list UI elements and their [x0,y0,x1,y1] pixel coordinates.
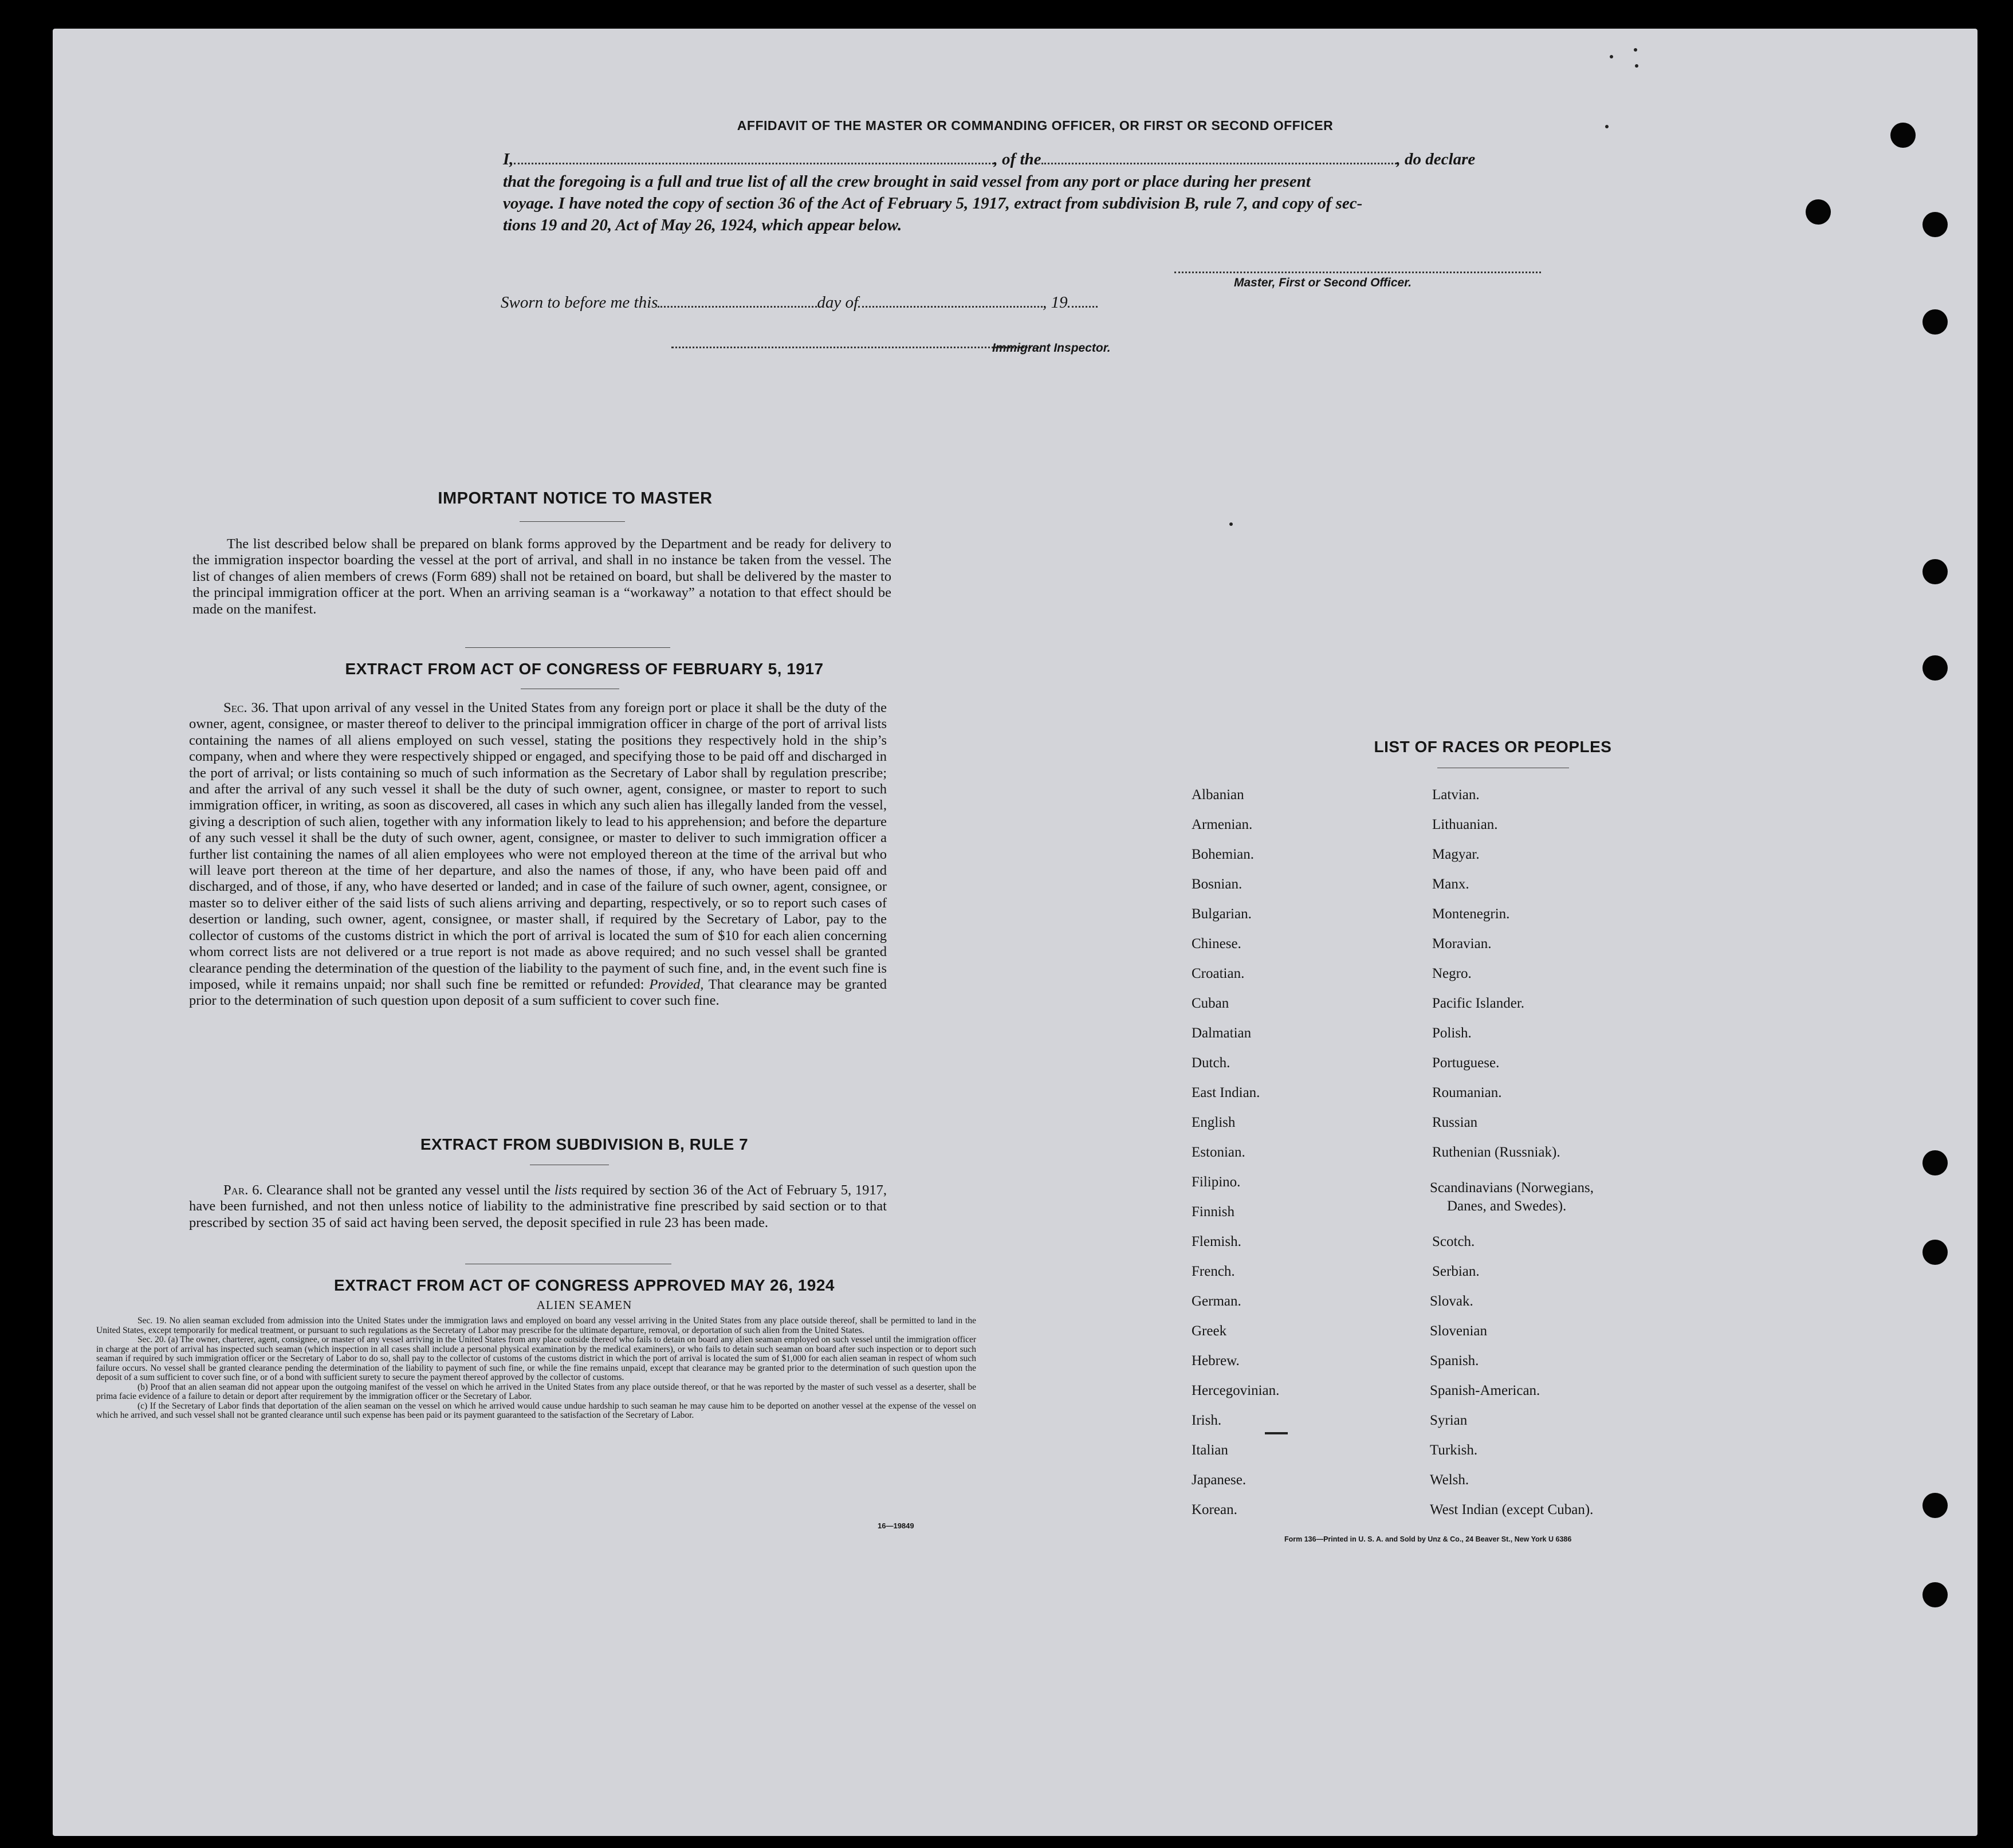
affidavit-title: AFFIDAVIT OF THE MASTER OR COMMANDING OFFICER, OR FIRST OR SECOND OFFICER [737,118,1334,133]
race-left-15: Flemish. [1192,1234,1241,1249]
race-right-8: Polish. [1432,1025,1472,1041]
sworn-day-text: day of [817,293,859,312]
race-right-18: Slovenian [1430,1323,1487,1339]
race-right-13: Scandinavians (Norwegians, [1430,1180,1594,1196]
race-left-22: Italian [1192,1442,1228,1458]
race-left-3: Bosnian. [1192,876,1243,892]
speck [1229,522,1233,526]
race-left-10: East Indian. [1192,1085,1260,1100]
sworn-line [501,293,1098,312]
sec-36-provided: Provided, [649,976,704,992]
race-left-20: Hercegovinian. [1192,1383,1280,1398]
par-6-body: Clearance shall not be granted any vessel until the [266,1182,551,1198]
affidavit-of-the: , of the [993,150,1041,168]
affidavit-line-2: that the foregoing is a full and true list of all the crew brought in said vessel from any port or place during her present [503,172,1311,191]
races-title: LIST OF RACES OR PEOPLES [1374,738,1612,756]
alien-seamen-subtitle: ALIEN SEAMEN [536,1298,632,1312]
notice-text: The list described below shall be prepared on blank forms approved by the Department and be ready for delivery to the immigration inspector boarding the vessel at the port of arrival, and shall in no instance be taken from the vessel. The list of changes of alien members of crews (Form 689) shall not be retained on board, but shall be delivered by the master to the principal immigration officer at the port. When an arriving seaman is a “workaway” a notation to that effect should be made on the manifest. [192,536,891,617]
sec-36-body: That upon arrival of any vessel in the United States from any foreign port or place it shall be the duty of the owner, agent, consignee, or master thereof to deliver to the principal immigration officer in charge of the port of arrival lists containing the names of all aliens employed on such vessel, stating the positions they respectively hold in the ship’s company, when and where they were respectively shipped or engaged, and specifying those to be paid off and discharged in the port of arrival; or lists containing so much of such information as the Secretary of Labor shall by regulation prescribe; and after the arrival of any such vessel it shall be the duty of such owner, agent, consignee, or master to report to such immigration officer, in writing, as soon as discovered, all cases in which any such alien has illegally landed from the vessel, giving a description of such alien, together with any information likely to lead to his apprehension; and before the departure of any such vessel it shall be the duty of such owner, agent, consignee, or master to deliver to such immigration officer a further list containing the names of all alien employees who were not employed thereon at the time of the arrival but who will leave port thereon at the time of her departure, and also the names of those, if any, who have been paid off and discharged, and of those, if any, who have deserted or landed; and in case of the failure of such owner, agent, consignee, or master so to deliver either of the said lists of such aliens arriving and departing, respectively, or so to report such cases of desertion or landing, such owner, agent, consignee, or master shall, if required by the Secretary of Labor, pay to the collector of customs of the customs district in which the port of arrival is located the sum of $10 for each alien concerning whom correct lists are not delivered or a true report is not made as above required; and no such vessel shall be granted clearance pending the determination of the question of the liability to the payment of such fine, and, in the event such fine is imposed, while it remains unpaid; nor shall such fine be remitted or refunded: [189,700,887,992]
race-right-23: Welsh. [1430,1472,1469,1488]
race-right-12: Ruthenian (Russniak). [1432,1145,1560,1160]
par-6-body-end: required by section 36 of the Act of February 5, 1917, have been furnished, and not then unless notice of liability to the administrative fine prescribed by said section or to that prescribed by section 35 of said act having been served, the deposit specified in rule 23 has been made. [189,1182,887,1230]
speck [1610,55,1613,58]
binder-hole [1922,1582,1948,1607]
form-footer: Form 136—Printed in U. S. A. and Sold by Unz & Co., 24 Beaver St., New York U 6386 [1284,1535,1572,1543]
race-right-10: Roumanian. [1432,1085,1502,1100]
race-left-21: Irish. [1192,1413,1222,1428]
race-right-20: Spanish-American. [1430,1383,1540,1398]
binder-hole [1922,559,1948,584]
sec-20b-text: (b) Proof that an alien seaman did not appear upon the outgoing manifest of the vessel on which he arrived in the United States from any place outside thereof, or that he was reported by the master of such vessel as a deserter, shall be prima facie evidence of a failure to detain or deport after requirement by the immigration officer or the Secretary of Labor. [96,1382,976,1401]
name-blank[interactable] [514,150,994,164]
race-left-2: Bohemian. [1192,847,1255,862]
race-left-6: Croatian. [1192,966,1245,981]
race-right-19: Spanish. [1430,1353,1479,1369]
race-left-23: Japanese. [1192,1472,1247,1488]
race-left-9: Dutch. [1192,1055,1230,1071]
sworn-year-blank[interactable] [1068,293,1098,308]
binder-hole [1806,199,1831,225]
inspector-signature-line[interactable] [671,347,1039,348]
par-6-text [189,1182,887,1231]
affidavit-do-declare: , do declare [1396,150,1476,168]
binder-hole [1922,1240,1948,1265]
race-left-7: Cuban [1192,996,1229,1011]
binder-hole [1922,309,1948,335]
sworn-text: Sworn to before me this [501,293,658,312]
race-right-24: West Indian (except Cuban). [1430,1502,1594,1517]
race-left-0: Albanian [1192,787,1244,803]
notice-title: IMPORTANT NOTICE TO MASTER [438,489,713,508]
affidavit-line-3: voyage. I have noted the copy of section 36 of the Act of February 5, 1917, extract from subdivision B, rule 7, and copy of sec- [503,194,1363,213]
race-right-22: Turkish. [1430,1442,1478,1458]
race-left-1: Armenian. [1192,817,1253,832]
affidavit-i: I, [503,150,514,168]
race-right-17: Slovak. [1430,1293,1473,1309]
binder-hole [1922,212,1948,237]
race-right-11: Russian [1432,1115,1478,1130]
speck [1605,125,1609,128]
sec-36-text [189,700,887,1009]
binder-hole [1922,1493,1948,1518]
race-right-3: Manx. [1432,876,1469,892]
race-right-1: Lithuanian. [1432,817,1498,832]
affidavit-line-1 [503,150,1475,169]
race-left-17: German. [1192,1293,1241,1309]
extract-1917-title: EXTRACT FROM ACT OF CONGRESS OF FEBRUARY 5, 1917 [345,660,824,678]
inspector-signature-label: Immigrant Inspector. [992,341,1111,355]
race-right-21: Syrian [1430,1413,1468,1428]
sec-36-body-end: That clearance may be granted prior to the determination of such question upon deposit of a sum sufficient to cover such fine. [189,976,887,1009]
race-right-4: Montenegrin. [1432,906,1510,922]
race-left-18: Greek [1192,1323,1227,1339]
race-right-14: Danes, and Swedes). [1447,1198,1567,1214]
vessel-blank[interactable] [1041,150,1397,164]
sworn-date-blank[interactable] [658,293,817,308]
par-6-label: Par. 6. [223,1182,263,1198]
speck [1635,64,1638,68]
master-signature-label: Master, First or Second Officer. [1234,276,1412,289]
sworn-year-text: , 19 [1043,293,1068,312]
sec-19-20-text [96,1316,976,1421]
sec-19-text: Sec. 19. No alien seaman excluded from admission into the United States under the immigration laws and employed on board any vessel arriving in the United States from any place outside thereof, shall be permitted to land in the United States, except temporarily for medical treatment, or pursuant to such regulations as the Secretary of Labor may prescribe for the ultimate departure, removal, or deportation of such alien from the United States. [96,1316,976,1335]
race-right-6: Negro. [1432,966,1472,981]
race-left-13: Filipino. [1192,1174,1241,1190]
race-right-16: Serbian. [1432,1264,1480,1279]
speck [1265,1432,1288,1434]
par-6-lists: lists [554,1182,577,1198]
sec-20a-text: Sec. 20. (a) The owner, charterer, agent, consignee, or master of any vessel arriving in the United States from any place outside thereof who fails to detain on board any alien seaman employed on such vessel until the immigration officer in charge at the port of arrival has inspected such seaman (which inspection in all cases shall include a personal physical examination by the medical examiners), or who fails to detain such seaman on board after such inspection or to deport such seaman if required by such immigration officer or the Secretary of Labor to do so, shall pay to the collector of customs of the customs district in which the port of arrival is located the sum of $1,000 for each alien seaman in respect of whom such failure occurs. No vessel shall be granted clearance pending the determination of the liability to payment of such fine, or while the fine remains unpaid, except that clearance may be granted prior to the determination of such question upon the deposit of a sum sufficient to cover such fine, or of a bond with sufficient surety to secure the payment thereof approved by the collector of customs. [96,1335,976,1382]
extract-1924-title: EXTRACT FROM ACT OF CONGRESS APPROVED MAY 26, 1924 [334,1276,835,1294]
race-left-5: Chinese. [1192,936,1241,951]
sec-20c-text: (c) If the Secretary of Labor finds that deportation of the alien seaman on the vessel on which he arrived would cause undue hardship to such seaman he may cause him to be deported on another vessel at the expense of the vessel on which he arrived, and such vessel shall not be granted clearance until such expense has been paid or its payment guaranteed to the satisfaction of the Secretary of Labor. [96,1401,976,1420]
race-left-19: Hebrew. [1192,1353,1240,1369]
race-left-11: English [1192,1115,1236,1130]
master-signature-line[interactable] [1174,272,1541,273]
document-sheet [53,29,1977,1836]
race-right-9: Portuguese. [1432,1055,1500,1071]
race-left-12: Estonian. [1192,1145,1245,1160]
affidavit-line-4: tions 19 and 20, Act of May 26, 1924, which appear below. [503,216,902,234]
binder-hole [1922,655,1948,681]
race-right-0: Latvian. [1432,787,1480,803]
race-left-8: Dalmatian [1192,1025,1252,1041]
race-right-5: Moravian. [1432,936,1492,951]
race-right-15: Scotch. [1432,1234,1475,1249]
speck [1634,48,1637,52]
race-left-14: Finnish [1192,1204,1235,1220]
race-left-4: Bulgarian. [1192,906,1252,922]
race-right-2: Magyar. [1432,847,1480,862]
sworn-month-blank[interactable] [858,293,1043,308]
race-left-24: Korean. [1192,1502,1237,1517]
binder-hole [1890,123,1916,148]
print-code: 16—19849 [878,1521,914,1530]
sec-36-label: Sec. 36. [223,700,269,715]
extract-rule7-title: EXTRACT FROM SUBDIVISION B, RULE 7 [420,1135,749,1153]
race-right-7: Pacific Islander. [1432,996,1525,1011]
race-left-16: French. [1192,1264,1235,1279]
binder-hole [1922,1150,1948,1175]
